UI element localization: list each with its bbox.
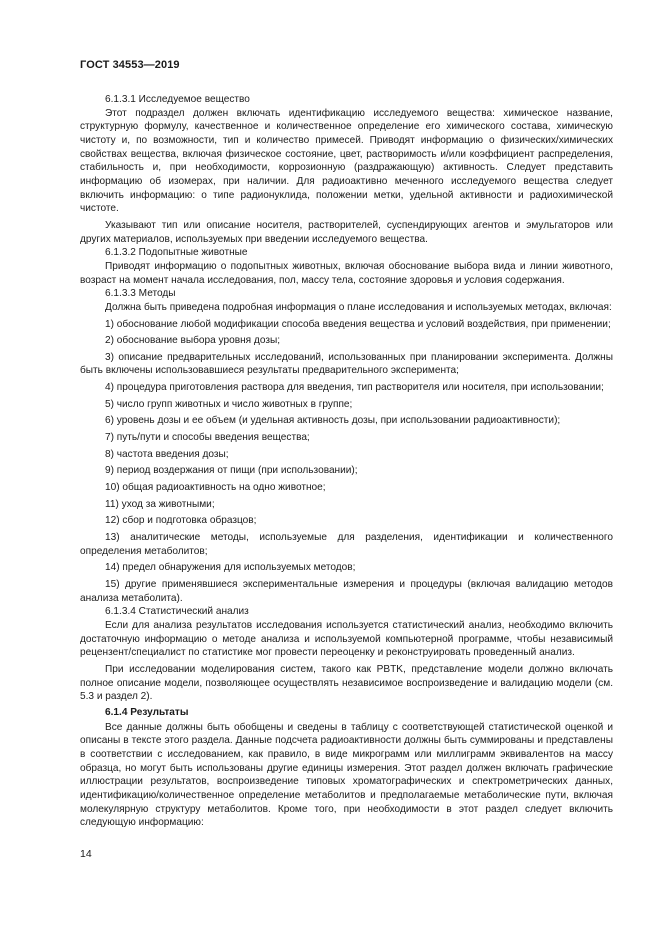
paragraph: Указывают тип или описание носителя, растворителей, суспендирующих агентов и эмульгаторов или других материалов, используемых при введении исследуемого вещества. <box>80 219 613 245</box>
document-body <box>80 93 613 830</box>
list-item: 3) описание предварительных исследований, использованных при планировании эксперимента. Должны быть включены использовавшиеся результаты предварительного эксперимента; <box>80 351 613 377</box>
list-item: 6) уровень дозы и ее объем (и удельная активность дозы, при использовании радиоактивности); <box>105 415 561 427</box>
list-item: 12) сбор и подготовка образцов; <box>105 515 257 527</box>
section-heading-bold: 6.1.4 Результаты <box>105 706 189 718</box>
section-heading: 6.1.3.1 Исследуемое вещество <box>105 94 250 105</box>
section-heading: 6.1.3.3 Методы <box>105 288 176 300</box>
list-item: 13) аналитические методы, используемые для разделения, идентификации и количественного определения метаболитов; <box>80 532 613 557</box>
paragraph: Этот подраздел должен включать идентификацию исследуемого вещества: химическое название, структурную формулу, качественное и количественное определение его химического состава, химическую чистоту и, по возможности, тип и количество примесей. Приводят информацию о физических/химических свойствах вещества, включая физическое состояние, цвет, растворимость и/или коэффициент распределения, стабильность и, при необходимости, коррозионную (раздражающую) активность. Следует представить информацию об изомерах, при наличии. Для радиоактивно меченного исследуемого вещества следует включить информацию: о типе радионуклида, положении метки, удельной активности и радиохимической чистоте. <box>80 107 613 215</box>
list-item: 4) процедура приготовления раствора для введения, тип растворителя или носителя, при использовании; <box>105 382 604 394</box>
paragraph: Если для анализа результатов исследования используется статистический анализ, необходимо включить достаточную информацию о методе анализа и используемой компьютерной программе, чтобы независимый рецензент/специалист по статистике мог провести переоценку и реконструировать проведенный анализ. <box>80 619 613 659</box>
section-heading: 6.1.3.2 Подопытные животные <box>105 247 248 259</box>
list-item: 7) путь/пути и способы введения вещества; <box>105 432 310 444</box>
list-item: 14) предел обнаружения для используемых методов; <box>105 562 356 574</box>
list-item: 15) другие применявшиеся экспериментальные измерения и процедуры (включая валидацию методов анализа метаболита). <box>80 579 613 604</box>
list-item: 8) частота введения дозы; <box>105 448 229 460</box>
list-item: 11) уход за животными; <box>105 498 215 510</box>
paragraph: Приводят информацию о подопытных животных, включая обоснование выбора вида и линии животного, возраст на момент начала исследования, пол, массу тела, состояние здоровья и условия содержания. <box>80 260 613 286</box>
list-item: 1) обоснование любой модификации способа введения вещества и условий воздействия, при применении; <box>105 318 611 330</box>
list-item: 9) период воздержания от пищи (при использовании); <box>105 465 358 477</box>
section-heading: 6.1.3.4 Статистический анализ <box>105 606 249 618</box>
page-number: 14 <box>80 848 92 860</box>
list-item: 5) число групп животных и число животных в группе; <box>105 398 353 410</box>
document-header: ГОСТ 34553—2019 <box>80 59 180 71</box>
paragraph: Должна быть приведена подробная информация о плане исследования и используемых методах, включая: <box>105 301 612 313</box>
list-item: 10) общая радиоактивность на одно животное; <box>105 482 326 494</box>
paragraph: При исследовании моделирования систем, такого как PBTK, представление модели должно включать полное описание модели, позволяющее осуществлять независимое воспроизведение и валидацию модели (см. 5.3 и раздел 2). <box>80 663 613 703</box>
paragraph: Все данные должны быть обобщены и сведены в таблицу с соответствующей статистической оценкой и описаны в тексте этого раздела. Данные подсчета радиоактивности должны быть суммированы и представлены в соответствии с исследованием, как правило, в виде микрограмм или миллиграмм эквивалентов на массу образца, но могут быть использованы другие единицы измерения. Этот раздел должен включать графические иллюстрации результатов, воспроизведение типовых хроматографических и спектрометрических данных, идентификацию/количественное определение метаболитов и предполагаемые метаболические пути, включая молекулярную структуру метаболитов. Кроме того, при необходимости в этот раздел следует включить следующую информацию: <box>80 721 613 829</box>
list-item: 2) обоснование выбора уровня дозы; <box>105 335 281 347</box>
